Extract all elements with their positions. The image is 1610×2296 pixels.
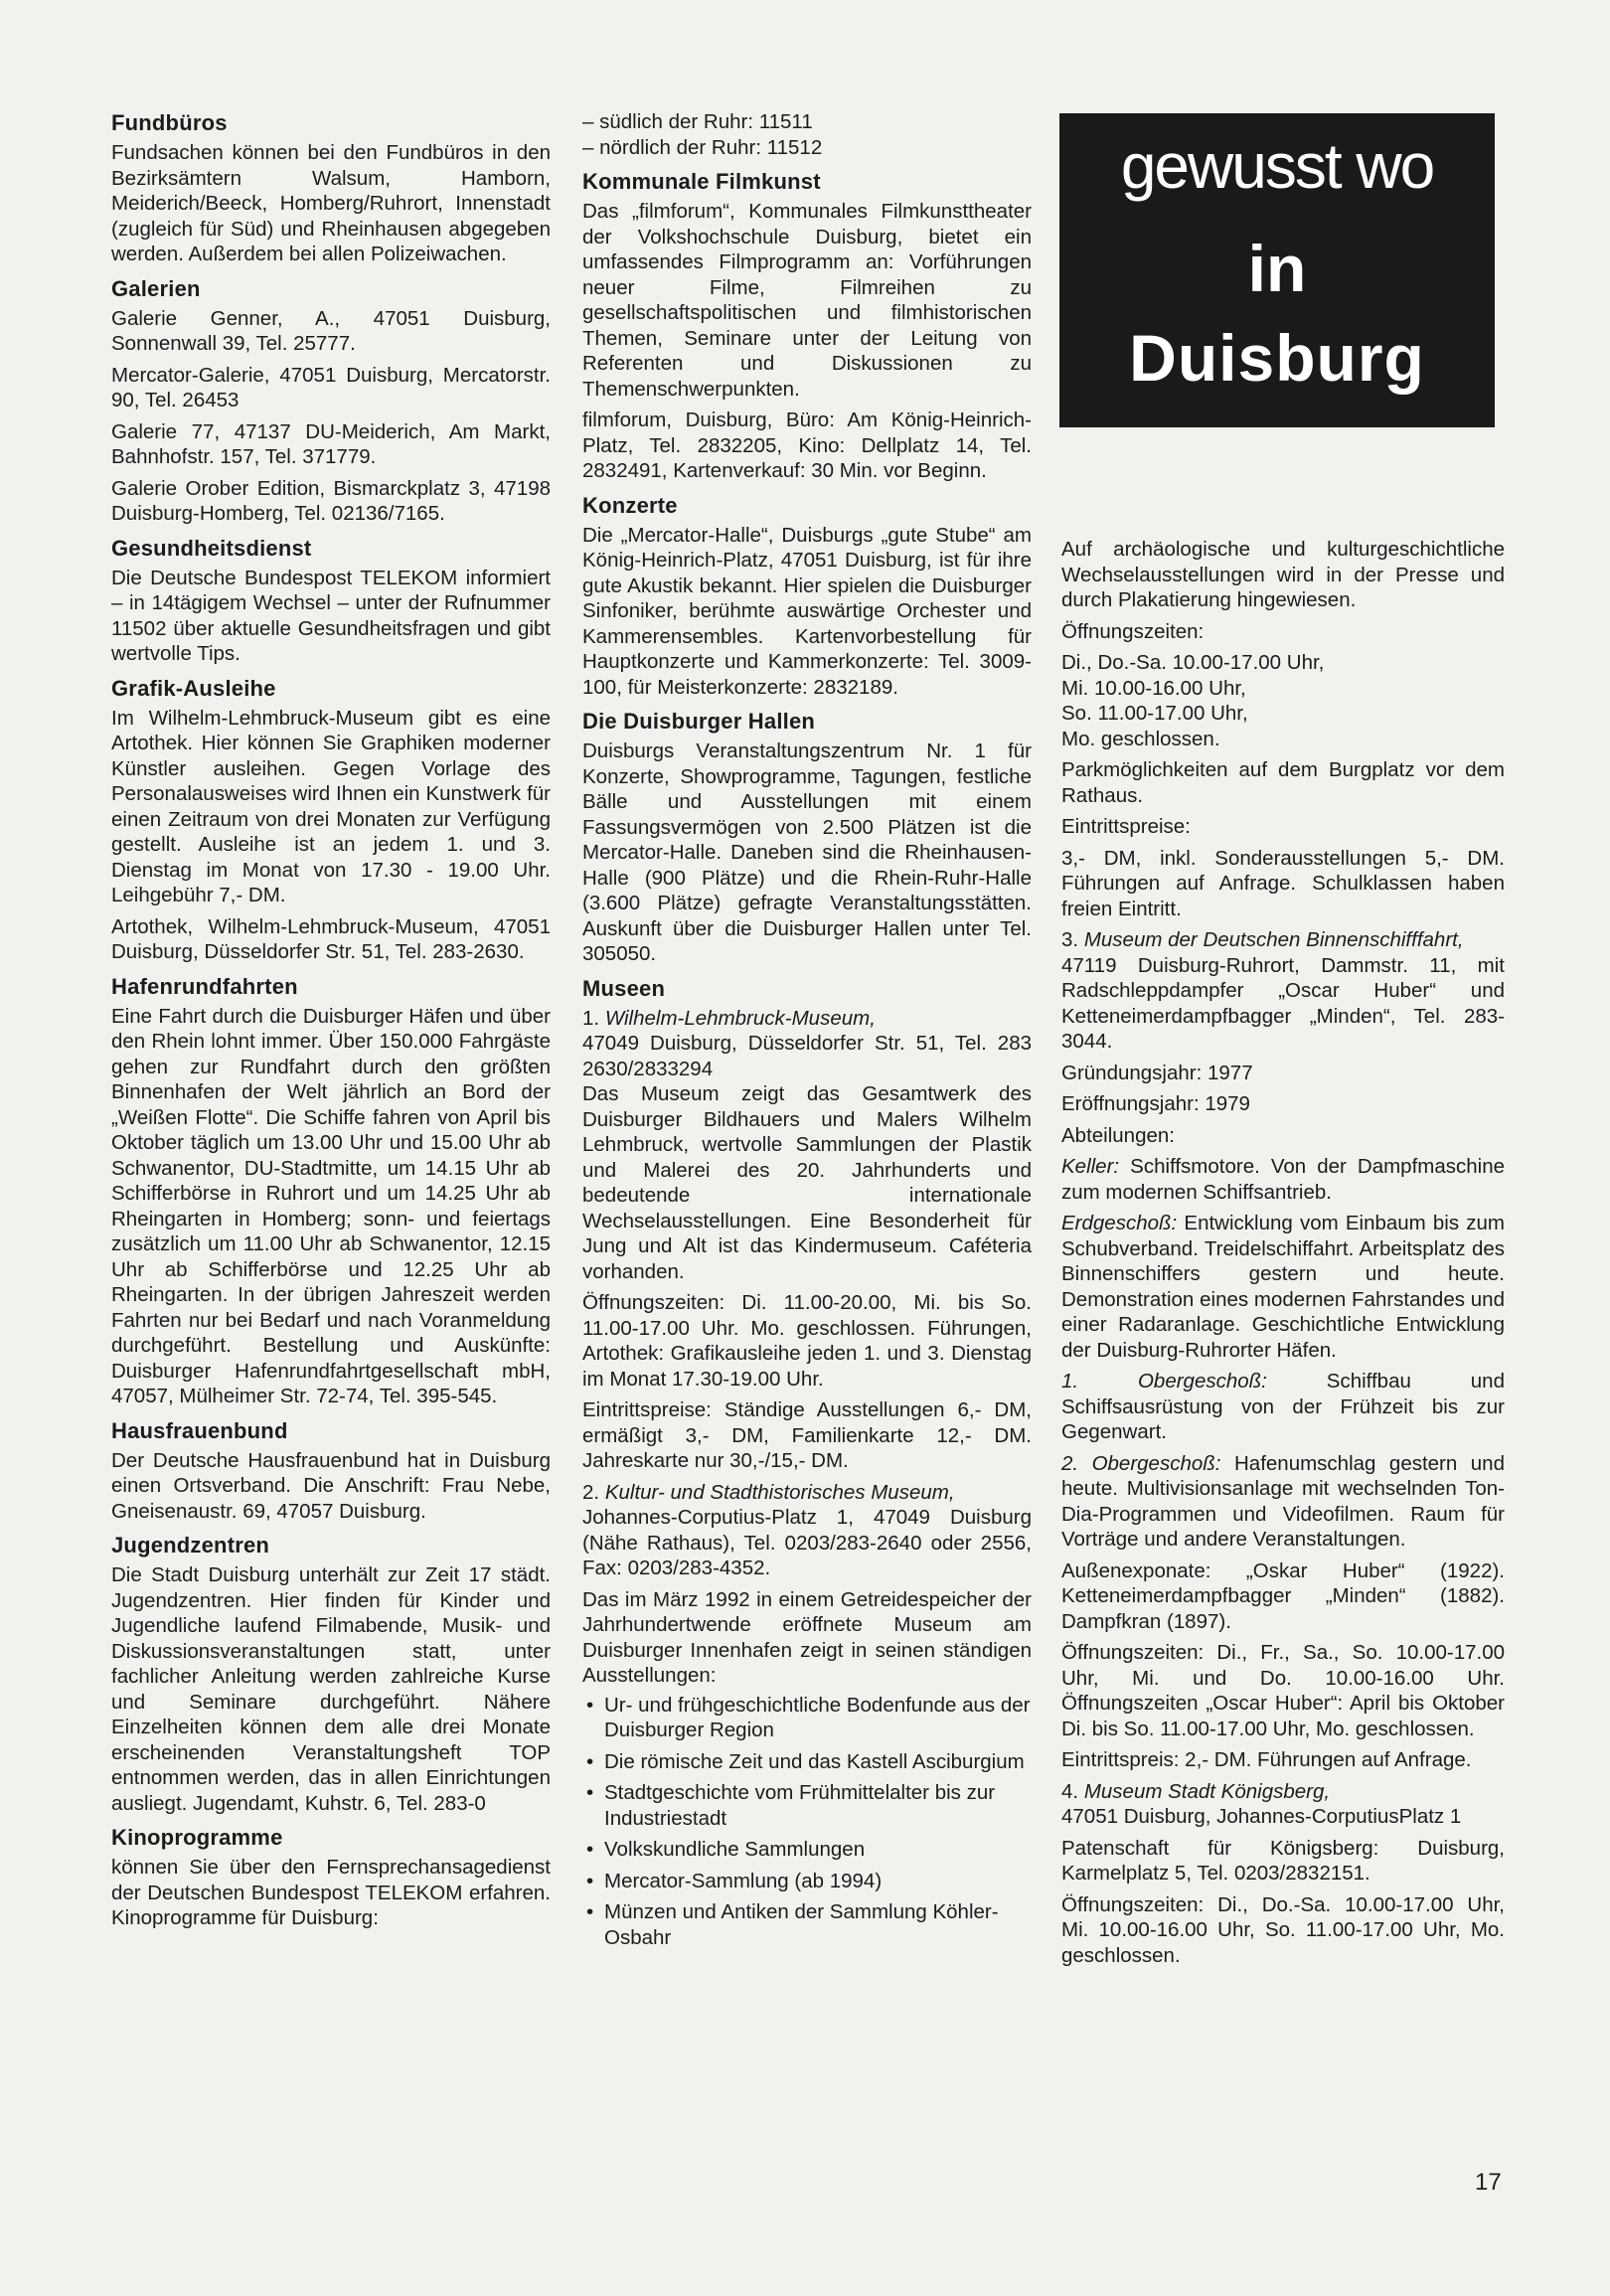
heading-galerien: Galerien xyxy=(111,275,201,301)
list-item: • Volkskundliche Sammlungen xyxy=(586,1838,866,1861)
museum-2-intro: Auf archäologische und kulturgeschichtliche Wechselausstellungen wird in der Presse und durch Plakatierung hingewiesen. xyxy=(1061,538,1505,611)
section-jugendzentren xyxy=(111,1532,551,1816)
gesundheitsdienst-text: Die Deutsche Bundespost TELEKOM informiert – in 14tägigem Wechsel – unter der Rufnummer 11502 über aktuelle Gesundheitsfragen und gibt wertvolle Tips. xyxy=(111,566,551,665)
museum-3-keller: Keller: Schiffsmotore. Von der Dampfmaschine zum modernen Schiffsantrieb. xyxy=(1061,1155,1505,1204)
museum-2-title: 2. Kultur- und Stadthistorisches Museum, xyxy=(582,1480,955,1504)
museum-1-prices: Eintrittspreise: Ständige Ausstellungen 6,- DM, ermäßigt 3,- DM, Familienkarte 12,- DM. Jahreskarte nur 30,-/15,- DM. xyxy=(582,1398,1032,1472)
museum-4-address: 47051 Duisburg, Johannes-CorputiusPlatz 1 xyxy=(1061,1805,1462,1828)
list-item: • Stadtgeschichte vom Frühmittelalter bis zur Industriestadt xyxy=(586,1781,996,1830)
column-1 xyxy=(111,109,551,1939)
heading-kinoprogramme: Kinoprogramme xyxy=(111,1825,283,1850)
museum-1-title: 1. Wilhelm-Lehmbruck-Museum, xyxy=(582,1006,876,1030)
section-gesundheitsdienst xyxy=(111,535,551,667)
museum-3-address: 47119 Duisburg-Ruhrort, Dammstr. 11, mit Radschleppdampfer „Oscar Huber“ und Ketteneimerdampfbagger „Minden“, Tel. 283-3044. xyxy=(1061,953,1505,1053)
section-filmkunst xyxy=(582,168,1032,484)
museum-3-exhibits: Außenexponate: „Oskar Huber“ (1922). Ketteneimerdampfbagger „Minden“ (1882). Dampfkran (1897). xyxy=(1061,1558,1505,1633)
museum-1-name: Wilhelm-Lehmbruck-Museum, xyxy=(604,1006,876,1030)
galerie-entry: Mercator-Galerie, 47051 Duisburg, Mercatorstr. 90, Tel. 26453 xyxy=(111,363,551,411)
grafik-ausleihe-text: Im Wilhelm-Lehmbruck-Museum gibt es eine Artothek. Hier können Sie Graphiken moderner Künstler ausleihen. Gegen Vorlage des Personalausweises wird Ihnen ein Kunstwerk für einen Zeitraum von drei Monaten zur Verfügung gestellt. Ausleihe ist an jedem 1. und 3. Dienstag im Monat von 17.30 - 19.00 Uhr. Leihgebühr 7,- DM. xyxy=(111,706,551,906)
museum-1-text: Das Museum zeigt das Gesamtwerk des Duisburger Bildhauers und Malers Wilhelm Lehmbruck, wertvolle Sammlungen der Plastik und Malerei des 20. Jahrhunderts und bedeutende internationale Wechselausstellungen. Eine Besonderheit für Jung und Alt ist das Kindermuseum. Caféteria vorhanden. xyxy=(582,1082,1032,1283)
museum-2-hours-label: Öffnungszeiten: xyxy=(1061,619,1205,643)
heading-fundbueros: Fundbüros xyxy=(111,110,228,135)
title-box xyxy=(1059,113,1495,427)
museum-3-og1: 1. Obergeschoß: Schiffbau und Schiffsausrüstung von der Frühzeit bis zur Gegenwart. xyxy=(1061,1370,1505,1443)
galerie-entry: Galerie Orober Edition, Bismarckplatz 3, 47198 Duisburg-Homberg, Tel. 02136/7165. xyxy=(111,476,551,525)
section-fundbueros xyxy=(111,109,551,267)
filmkunst-address: filmforum, Duisburg, Büro: Am König-Heinrich-Platz, Tel. 2832205, Kino: Dellplatz 14, Tel. 2832491, Kartenverkauf: 30 Min. vor Beginn. xyxy=(582,409,1032,482)
konzerte-text: Die „Mercator-Halle“, Duisburgs „gute Stube“ am König-Heinrich-Platz, 47051 Duisburg, ist für ihre gute Akustik bekannt. Hier spielen die Duisburger Sinfoniker, berühmte auswärtige Orchester und Kammerensembles. Kartenvorbestellung für Hauptkonzerte und Kammerkonzerte: Tel. 3009-100, für Meisterkonzerte: 2832189. xyxy=(582,523,1032,699)
list-item: • Mercator-Sammlung (ab 1994) xyxy=(586,1869,883,1892)
galerie-entry: Galerie 77, 47137 DU-Meiderich, Am Markt, Bahnhofstr. 157, Tel. 371779. xyxy=(111,419,551,468)
museum-3-title: 3. Museum der Deutschen Binnenschifffahrt, xyxy=(1061,928,1464,951)
museum-3-founded: Gründungsjahr: 1977 xyxy=(1061,1061,1253,1084)
museum-3-opened: Eröffnungsjahr: 1979 xyxy=(1061,1092,1250,1115)
museum-2-hours: Di., Do.-Sa. 10.00-17.00 Uhr, Mi. 10.00-16.00 Uhr, So. 11.00-17.00 Uhr, Mo. geschlossen. xyxy=(1061,651,1325,750)
kino-numbers xyxy=(582,109,1032,160)
title-line-3: Duisburg xyxy=(1129,321,1425,395)
section-konzerte xyxy=(582,492,1032,701)
museum-3-price: Eintrittspreis: 2,- DM. Führungen auf Anfrage. xyxy=(1061,1748,1472,1771)
museum-2-name: Kultur- und Stadthistorisches Museum, xyxy=(604,1480,955,1504)
museum-1-hours: Öffnungszeiten: Di. 11.00-20.00, Mi. bis So. 11.00-17.00 Uhr. Mo. geschlossen. Führungen, Artothek: Grafikausleihe jeden 1. und 3. Dienstag im Monat 17.30-19.00 Uhr. xyxy=(582,1291,1032,1391)
heading-filmkunst: Kommunale Filmkunst xyxy=(582,169,821,194)
kino-line-north: – nördlich der Ruhr: 11512 xyxy=(582,135,823,159)
section-museen xyxy=(582,975,1032,1951)
column-2 xyxy=(582,109,1032,1958)
museum-2-address: Johannes-Corputius-Platz 1, 47049 Duisburg (Nähe Rathaus), Tel. 0203/283-2640 oder 2556, Fax: 0203/283-4352. xyxy=(582,1506,1032,1579)
museum-4-title: 4. Museum Stadt Königsberg, xyxy=(1061,1779,1331,1803)
heading-jugendzentren: Jugendzentren xyxy=(111,1533,270,1558)
museum-4-hours: Öffnungszeiten: Di., Do.-Sa. 10.00-17.00 Uhr, Mi. 10.00-16.00 Uhr, So. 11.00-17.00 Uhr, Mo. geschlossen. xyxy=(1061,1892,1505,1967)
heading-gesundheitsdienst: Gesundheitsdienst xyxy=(111,535,312,561)
museum-2-exhibit-list xyxy=(582,1693,1032,1951)
heading-grafik-ausleihe: Grafik-Ausleihe xyxy=(111,675,276,701)
grafik-ausleihe-address: Artothek, Wilhelm-Lehmbruck-Museum, 47051 Duisburg, Düsseldorfer Str. 51, Tel. 283-2630. xyxy=(111,914,551,963)
title-line-2: in xyxy=(1247,232,1307,305)
kino-line-south: – südlich der Ruhr: 11511 xyxy=(582,110,813,133)
hallen-text: Duisburgs Veranstaltungszentrum Nr. 1 für Konzerte, Showprogramme, Tagungen, festliche Bälle und Ausstellungen mit einem Fassungsvermögen von 2.500 Plätzen ist die Mercator-Halle. Daneben sind die Rheinhausen-Halle (900 Plätze) und die Rhein-Ruhr-Halle (3.600 Plätze) gefragte Veranstaltungsstätten. Auskunft über die Duisburger Hallen unter Tel. 305050. xyxy=(582,739,1032,965)
hafenrundfahrten-text: Eine Fahrt durch die Duisburger Häfen und über den Rhein lohnt immer. Über 150.000 Fahrgäste gehen zur Rundfahrt durch den größten Binnenhafen der Welt jährlich an Bord der „Weißen Flotte“. Die Schiffe fahren von April bis Oktober täglich um 13.00 Uhr und 15.00 Uhr ab Schwanentor, DU-Stadtmitte, um 14.15 Uhr ab Schifferbörse in Ruhrort und um 14.25 Uhr ab Rheingarten in Homberg; sonn- und feiertags zusätzlich um 11.00 Uhr ab Schwanentor, 12.15 Uhr ab Schifferbörse und 12.25 Uhr ab Rheingarten. In der übrigen Jahreszeit werden Fahrten nur bei Bedarf und nach Voranmeldung durchgeführt. Bestellung und Auskünfte: Duisburger Hafenrundfahrtgesellschaft mbH, 47057, Mülheimer Str. 72-74, Tel. 395-545. xyxy=(111,1004,551,1407)
heading-konzerte: Konzerte xyxy=(582,492,678,518)
section-galerien xyxy=(111,275,551,527)
museum-2-prices-label: Eintrittspreise: xyxy=(1061,815,1191,838)
museum-2-prices: 3,- DM, inkl. Sonderausstellungen 5,- DM. Führungen auf Anfrage. Schulklassen haben freien Eintritt. xyxy=(1061,846,1505,920)
museum-4-patron: Patenschaft für Königsberg: Duisburg, Karmelplatz 5, Tel. 0203/2832151. xyxy=(1061,1836,1505,1885)
museum-3-name: Museum der Deutschen Binnenschifffahrt, xyxy=(1083,928,1464,951)
page-number: 17 xyxy=(1475,2169,1502,2196)
heading-hausfrauenbund: Hausfrauenbund xyxy=(111,1417,288,1443)
jugendzentren-text: Die Stadt Duisburg unterhält zur Zeit 17 städt. Jugendzentren. Hier finden für Kinder und Jugendliche laufend Filmabende, Musik- und Diskussionsveranstaltungen statt, unter fachlicher Anleitung werden zahlreiche Kurse und Seminare durchgeführt. Nähere Einzelheiten können dem alle drei Monate erscheinenden Veranstaltungsheft TOP entnommen werden, das in allen Einrichtungen ausliegt. Jugendamt, Kuhstr. 6, Tel. 283-0 xyxy=(111,1563,551,1815)
galerie-entry: Galerie Genner, A., 47051 Duisburg, Sonnenwall 39, Tel. 25777. xyxy=(111,306,551,355)
section-grafik-ausleihe xyxy=(111,675,551,965)
fundbueros-text: Fundsachen können bei den Fundbüros in den Bezirksämtern Walsum, Hamborn, Meiderich/Beeck, Homberg/Ruhrort, Innenstadt (zugleich für Süd) und Rheinhausen abgegeben werden. Außerdem bei allen Polizeiwachen. xyxy=(111,141,551,265)
museum-4-name: Museum Stadt Königsberg, xyxy=(1083,1779,1331,1803)
filmkunst-text: Das „filmforum“, Kommunales Filmkunsttheater der Volkshochschule Duisburg, bietet ein umfassendes Filmprogramm an: Vorführungen neuer Filme, Filmreihen zu gesellschaftspolitischen und filmhistorischen Themen, Seminare unter der Leitung von Referenten und Diskussionen zu Themenschwerpunkten. xyxy=(582,200,1032,401)
museum-3-departments: Abteilungen: xyxy=(1061,1123,1175,1147)
kinoprogramme-text: können Sie über den Fernsprechansagedienst der Deutschen Bundespost TELEKOM erfahren. Kinoprogramme für Duisburg: xyxy=(111,1856,551,1929)
heading-hallen: Die Duisburger Hallen xyxy=(582,709,816,734)
list-item: • Die römische Zeit und das Kastell Asciburgium xyxy=(586,1749,1025,1773)
heading-museen: Museen xyxy=(582,975,666,1001)
section-hallen xyxy=(582,708,1032,967)
column-3 xyxy=(1061,537,1505,1974)
list-item: • Münzen und Antiken der Sammlung Köhler-Osbahr xyxy=(586,1900,999,1949)
museum-3-erdgeschoss: Erdgeschoß: Entwicklung vom Einbaum bis zum Schubverband. Treidelschiffahrt. Arbeitsplatz des Binnenschiffers gestern und heute. Demonstration eines modernen Fahrstandes und einer Radaranlage. Geschichtliche Entwicklung der Duisburg-Ruhrorter Häfen. xyxy=(1061,1212,1505,1362)
hausfrauenbund-text: Der Deutsche Hausfrauenbund hat in Duisburg einen Ortsverband. Die Anschrift: Frau Nebe, Gneisenaustr. 69, 47057 Duisburg. xyxy=(111,1448,551,1523)
section-hausfrauenbund xyxy=(111,1417,551,1525)
museum-3-og2: 2. Obergeschoß: Hafenumschlag gestern und heute. Multivisionsanlage mit wechselnden Ton-Dia-Programmen und Videofilmen. Raum für Vorträge und andere Veranstaltungen. xyxy=(1061,1451,1505,1551)
museum-2-text: Das im März 1992 in einem Getreidespeicher der Jahrhundertwende eröffnete Museum am Duisburger Innenhafen zeigt in seinen ständigen Ausstellungen: xyxy=(582,1587,1032,1687)
museum-3-hours: Öffnungszeiten: Di., Fr., Sa., So. 10.00-17.00 Uhr, Mi. und Do. 10.00-16.00 Uhr. Öffnungszeiten „Oscar Huber“: April bis Oktober Di. bis So. 11.00-17.00 Uhr, Mo. geschlossen. xyxy=(1061,1641,1505,1740)
museum-1-address: 47049 Duisburg, Düsseldorfer Str. 51, Tel. 283 2630/2833294 xyxy=(582,1032,1032,1080)
museum-2-parking: Parkmöglichkeiten auf dem Burgplatz vor dem Rathaus. xyxy=(1061,758,1505,807)
list-item: • Ur- und frühgeschichtliche Bodenfunde aus der Duisburger Region xyxy=(586,1693,1031,1741)
section-kinoprogramme xyxy=(111,1824,551,1931)
section-hafenrundfahrten xyxy=(111,973,551,1409)
heading-hafenrundfahrten: Hafenrundfahrten xyxy=(111,973,298,999)
title-line-1: gewusst wo xyxy=(1120,130,1434,202)
